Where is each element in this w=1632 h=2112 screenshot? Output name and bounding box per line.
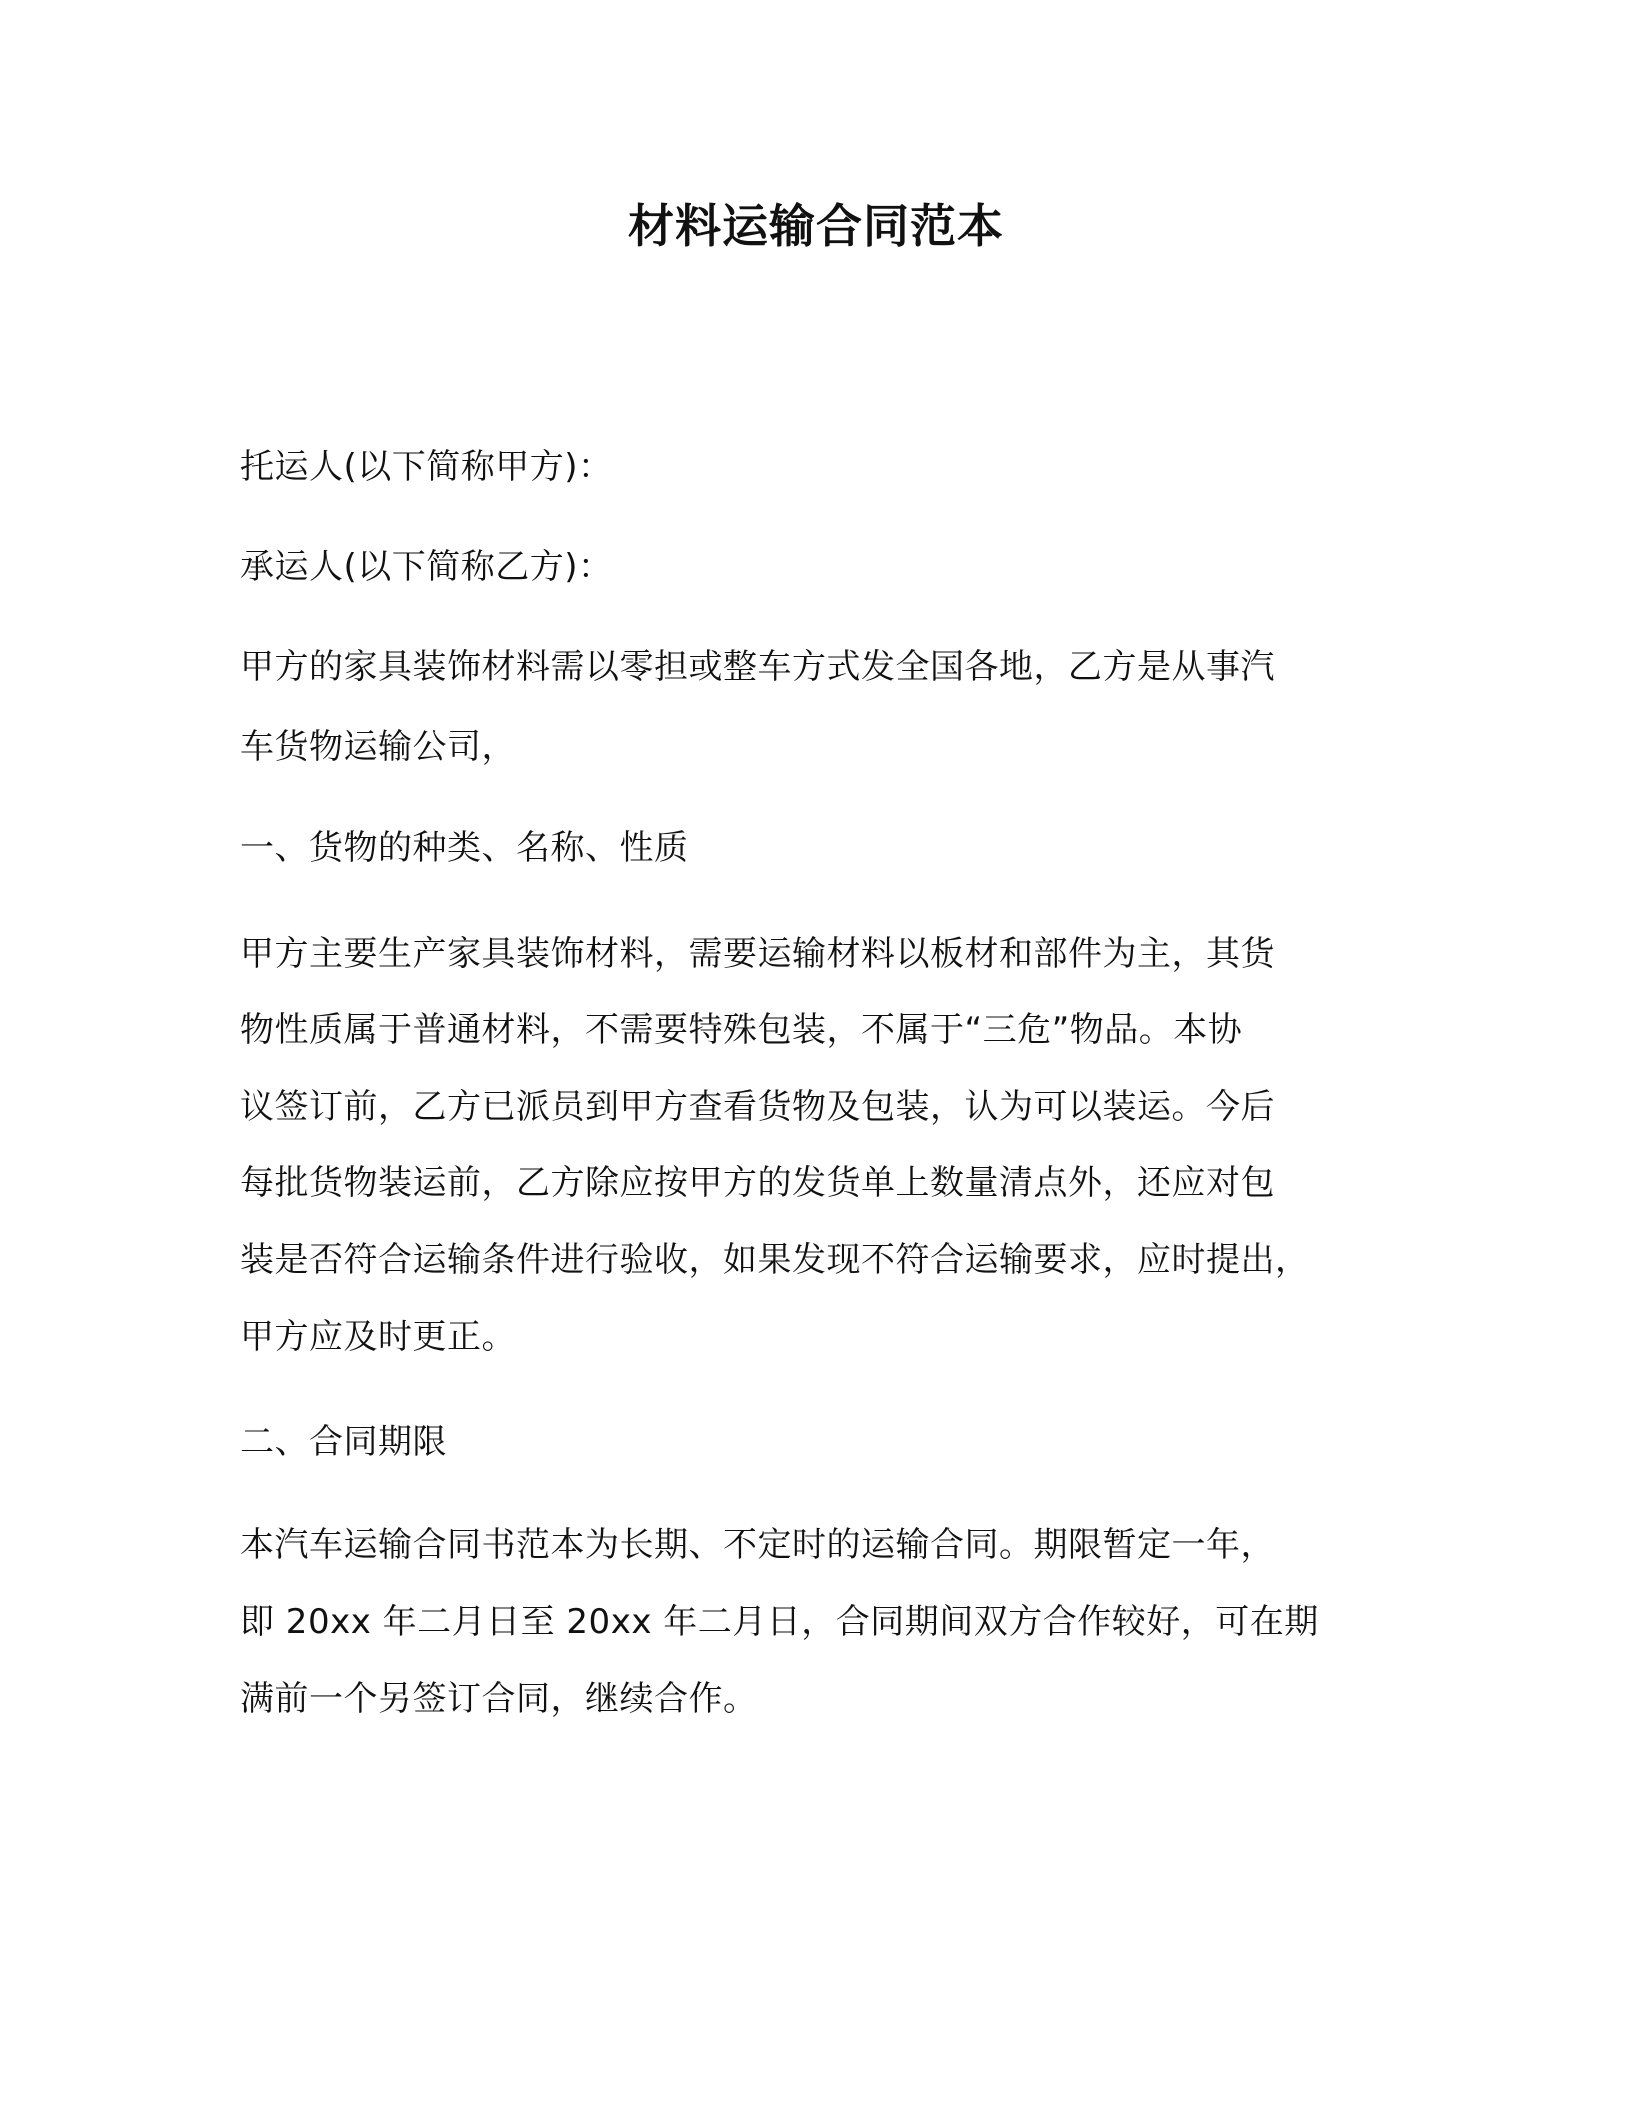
carrier-label: 承运人(以下简称乙方)： (240, 547, 613, 587)
section1-line-1: 甲方主要生产家具装饰材料，需要运输材料以板材和部件为主，其货 (240, 934, 1275, 974)
section1-line-5: 装是否符合运输条件进行验收，如果发现不符合运输要求，应时提出， (240, 1240, 1310, 1280)
section1-line-3: 议签订前，乙方已派员到甲方查看货物及包装，认为可以装运。今后 (240, 1087, 1275, 1127)
section1-line-2: 物性质属于普通材料，不需要特殊包装，不属于“三危”物品。本协 (240, 1010, 1243, 1050)
section2-line-2: 即 20xx 年二月日至 20xx 年二月日，合同期间双方合作较好，可在期 (240, 1602, 1319, 1642)
section1-line-4: 每批货物装运前，乙方除应按甲方的发货单上数量清点外，还应对包 (240, 1163, 1275, 1203)
consignor-label: 托运人(以下简称甲方)： (240, 447, 613, 487)
section1-line-6: 甲方应及时更正。 (240, 1317, 516, 1357)
intro-line-1: 甲方的家具装饰材料需以零担或整车方式发全国各地，乙方是从事汽 (240, 647, 1275, 687)
section2-line-3: 满前一个另签订合同，继续合作。 (240, 1679, 758, 1719)
section2-line-1: 本汽车运输合同书范本为长期、不定时的运输合同。期限暂定一年， (240, 1525, 1275, 1565)
intro-line-2: 车货物运输公司， (240, 727, 516, 767)
document-title: 材料运输合同范本 (628, 199, 1004, 253)
section1-heading: 一、货物的种类、名称、性质 (240, 828, 689, 868)
section2-heading: 二、合同期限 (240, 1422, 447, 1462)
